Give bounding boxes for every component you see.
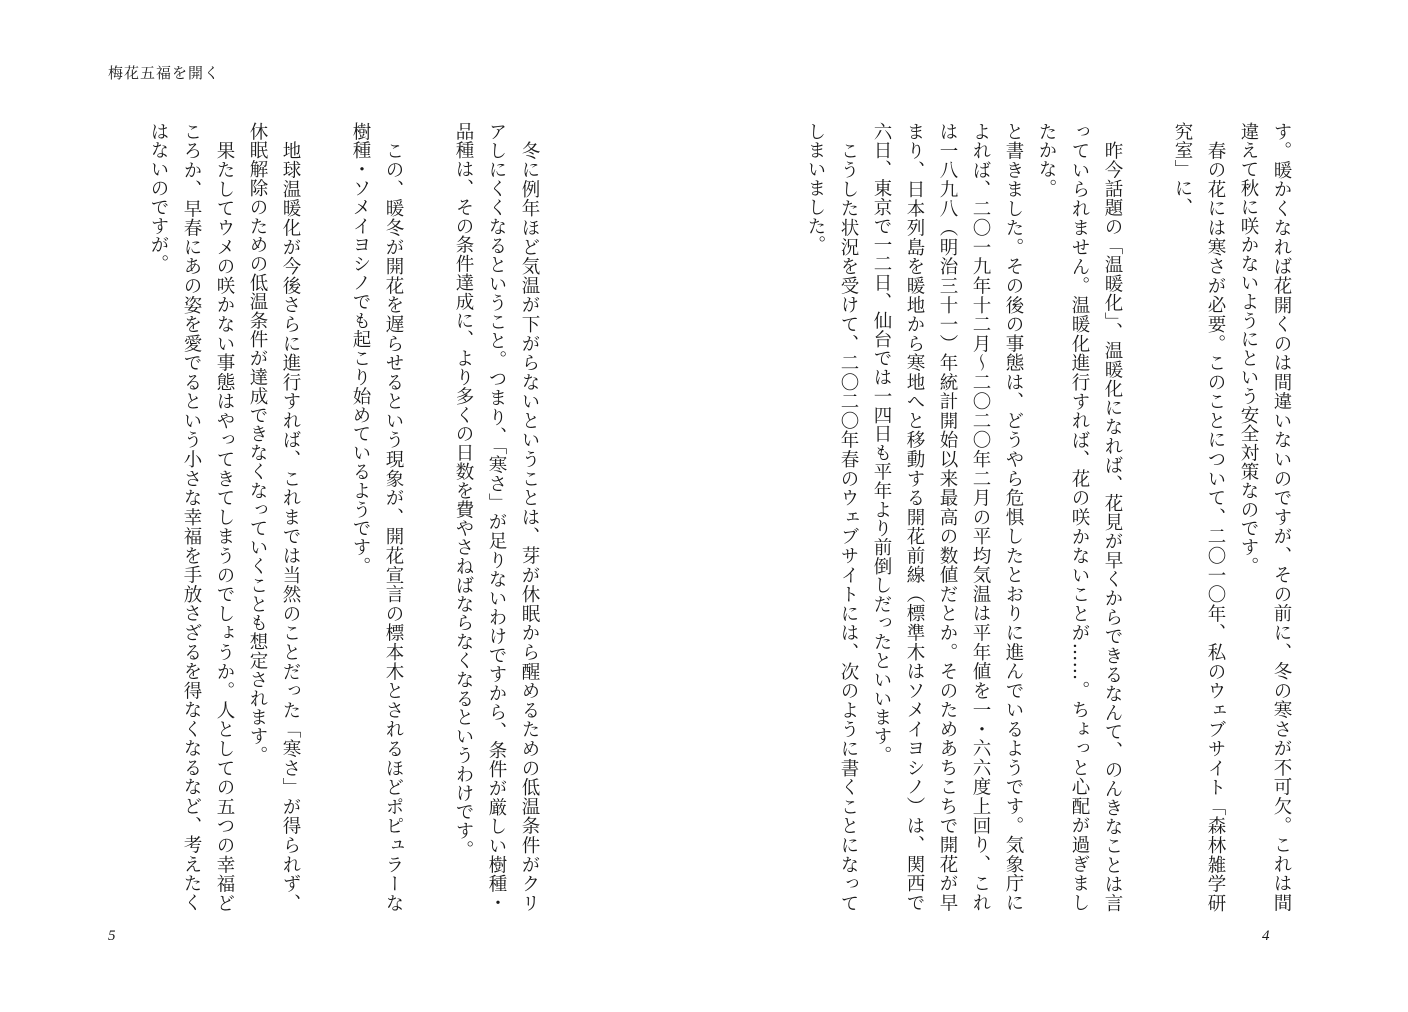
paragraph: 果たしてウメの咲かない事態はやってきてしまうのでしょうか。人としての五つの幸福どころか、早春にあの姿を愛でるという小さな幸福を手放さざるを得なくなるなど、考えたくはないのですが。 — [148, 122, 235, 912]
paragraph: こうした状況を受けて、二〇二〇年春のウェブサイトには、次のように書くことになってしまいました。 — [805, 122, 859, 912]
quoted-paragraph: 昨今話題の「温暖化」、温暖化になれば、花見が早くからできるなんて、のんきなことは言っていられません。温暖化進行すれば、花の咲かないことが……。ちょっと心配が過ぎましたかな。 — [1036, 122, 1123, 912]
page-number-left: 5 — [108, 928, 116, 944]
quoted-paragraph: この、暖冬が開花を遅らせるという現象が、開花宣言の標本木とされるほどポピュラーな樹種・ソメイヨシノでも起こり始めているようです。 — [350, 122, 404, 912]
page-right-text — [758, 122, 1298, 912]
page-number-right: 4 — [1262, 928, 1270, 944]
quoted-paragraph: 地球温暖化が今後さらに進行すれば、これまでは当然のことだった「寒さ」が得られず、休眠解除のための低温条件が達成できなくなっていくことも想定されます。 — [247, 122, 301, 912]
paragraph: と書きました。その後の事態は、どうやら危惧したとおりに進んでいるようです。気象庁によれば、二〇一九年十二月〜二〇二〇年二月の平均気温は平年値を一・六六度上回り、これは一八九八（明治三十一）年統計開始以来最高の数値だとか。そのためあちこちで開花が早まり、日本列島を暖地から寒地へと移動する開花前線（標準木はソメイヨシノ）は、関西で六日、東京で一二日、仙台では一四日も平年より前倒しだったといいます。 — [871, 122, 1024, 912]
quoted-paragraph: 冬に例年ほど気温が下がらないということは、芽が休眠から醒めるための低温条件がクリアしにくくなるということ。つまり、「寒さ」が足りないわけですから、条件が厳しい樹種・品種は、その条件達成に、より多くの日数を費やさねばならなくなるというわけです。 — [453, 122, 540, 912]
paragraph: す。暖かくなれば花開くのは間違いないのですが、その前に、冬の寒さが不可欠。これは間違えて秋に咲かないようにという安全対策なのです。 — [1238, 122, 1292, 912]
running-head: 梅花五福を開く — [108, 64, 221, 82]
paragraph: 春の花には寒さが必要。このことについて、二〇一〇年、私のウェブサイト「森林雑学研究室」に、 — [1172, 122, 1226, 912]
page-left-text — [148, 122, 583, 912]
